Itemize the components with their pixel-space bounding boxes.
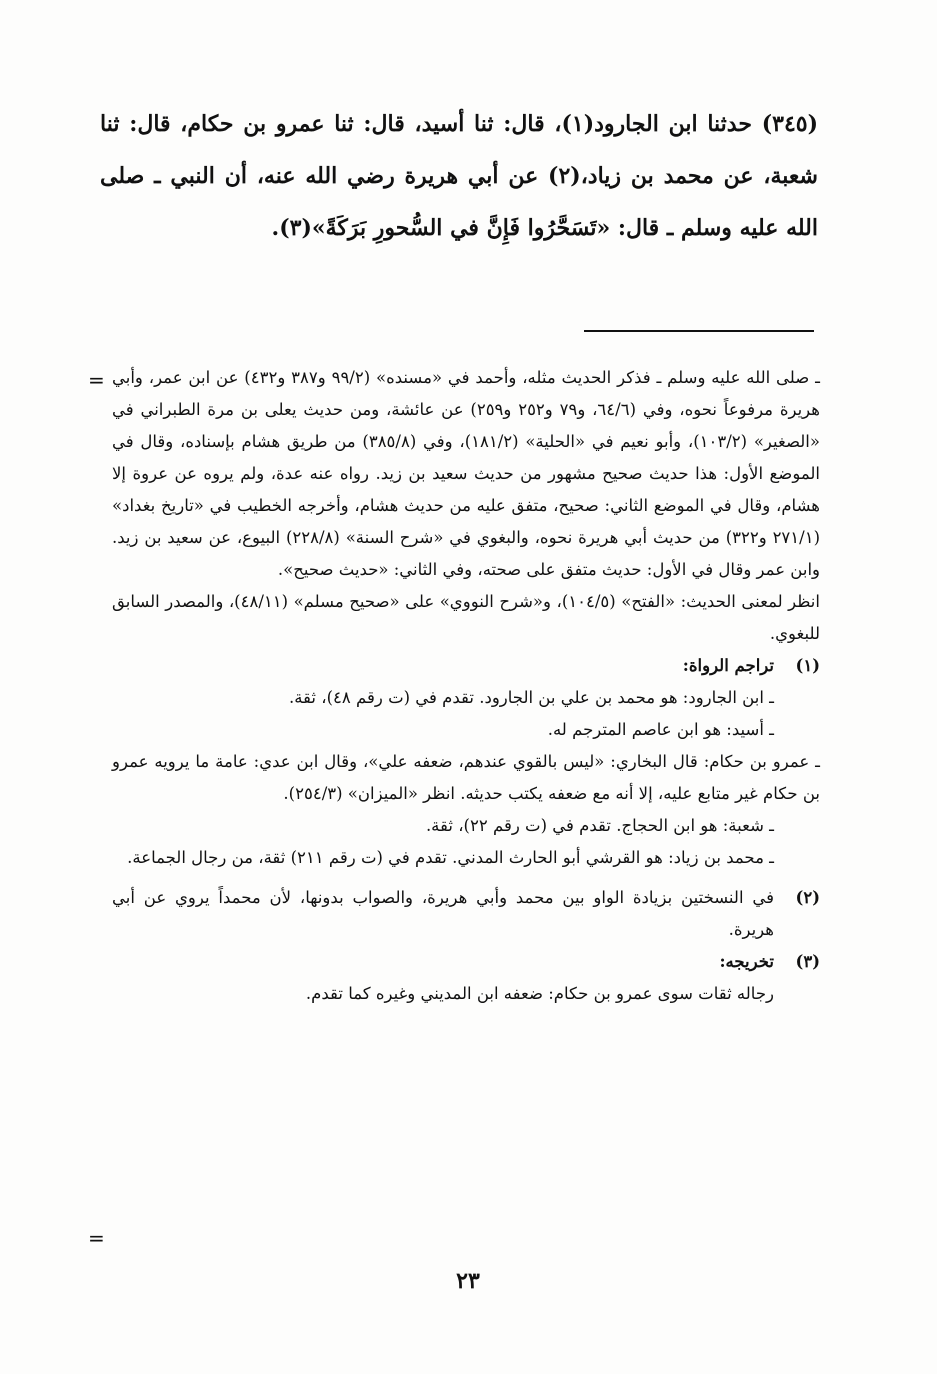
- narrator-item: ـ عمرو بن حكام: قال البخاري: «ليس بالقوي عندهم، ضعفه علي»، وقال ابن عدي: عامة ما يرويه عمرو بن حكام غير متابع عليه، إلا أنه مع ضعفه يكتب حديثه. انظر «الميزان» (٢٥٤/٣).: [112, 752, 821, 803]
- continuation-mark-top: =: [88, 368, 105, 392]
- footnote-1-body: [112, 650, 774, 682]
- footnote-continued-2: انظر لمعنى الحديث: «الفتح» (١٠٤/٥)، و«شرح النووي» على «صحيح مسلم» (٤٨/١١)، والمصدر السابق للبغوي.: [112, 592, 820, 643]
- narrator-item: ـ ابن الجارود: هو محمد بن علي بن الجارود. تقدم في (ت رقم ٤٨)، ثقة.: [288, 688, 774, 707]
- footnote-2-number: (٢): [795, 888, 820, 907]
- narrator-item: ـ أسيد: هو ابن عاصم المترجم له.: [547, 720, 774, 739]
- footnote-1-number: (١): [795, 656, 820, 675]
- hadith-text: (٣٤٥) حدثنا ابن الجارود(١)، قال: ثنا أسيد، قال: ثنا عمرو بن حكام، قال: ثنا شعبة، عن محمد بن زياد،(٢) عن أبي هريرة رضي الله عنه، أن النبي ـ صلى الله عليه وسلم ـ قال: «تَسَحَّرُوا فَإِنَّ في السُّحورِ بَرَكَةً»(٣).: [100, 111, 818, 241]
- hadith-text-block: [100, 98, 818, 254]
- footnote-continued-1: ـ صلى الله عليه وسلم ـ فذكر الحديث مثله، وأحمد في «مسنده» (٩٩/٢ و٣٨٧ و٤٣٢) عن ابن عمر، وأبي هريرة مرفوعاً نحوه، وفي (٦٤/٦، و٧٩ و٢٥٢ و٢٥٩) عن عائشة، ومن حديث يعلى بن مرة الطبراني في «الصغير» (١٠٣/٢)، وأبو نعيم في «الحلية» (١٨١/٢)، وفي (٣٨٥/٨) من طريق هشام بإسناده، وقال في الموضع الأول: هذا حديث صحيح مشهور من حديث سعيد بن زيد. رواه عنه عدة، ولم يروه عن عروة إلا هشام، وقال في الموضع الثاني: صحيح، متفق عليه من حديث هشام، وأخرجه الخطيب في «تاريخ بغداد» (٢٧١/١ و٣٢٢) من حديث أبي هريرة نحوه، والبغوي في «شرح السنة» (٢٢٨/٨) البيوع، عن سعيد بن زيد. وابن عمر وقال في الأول: حديث متفق على صحته، وفي الثاني: «حديث صحيح».: [112, 368, 821, 579]
- footnote-3: [112, 946, 820, 1010]
- footnote-1-title: تراجم الرواة:: [682, 656, 774, 675]
- continuation-mark-bottom: =: [88, 1226, 105, 1250]
- footnote-3-title: تخريجه:: [719, 952, 774, 971]
- footnote-separator: [584, 330, 814, 332]
- footnote-2: [112, 882, 820, 946]
- footnote-3-number: (٣): [795, 952, 820, 971]
- narrator-item: ـ محمد بن زياد: هو القرشي أبو الحارث المدني. تقدم في (ت رقم ٢١١) ثقة، من رجال الجماعة.: [127, 848, 774, 867]
- footnotes-block: [112, 362, 820, 1010]
- footnote-1: [112, 650, 820, 682]
- narrator-item: ـ شعبة: هو ابن الحجاج. تقدم في (ت رقم ٢٢)، ثقة.: [425, 816, 774, 835]
- footnote-3-text: رجاله ثقات سوى عمرو بن حكام: ضعفه ابن المديني وغيره كما تقدم.: [305, 984, 774, 1003]
- page-number: ٢٣: [456, 1268, 480, 1294]
- footnote-2-text: في النسختين بزيادة الواو بين محمد وأبي هريرة، والصواب بدونها، لأن محمداً يروي عن أبي هريرة.: [112, 888, 774, 939]
